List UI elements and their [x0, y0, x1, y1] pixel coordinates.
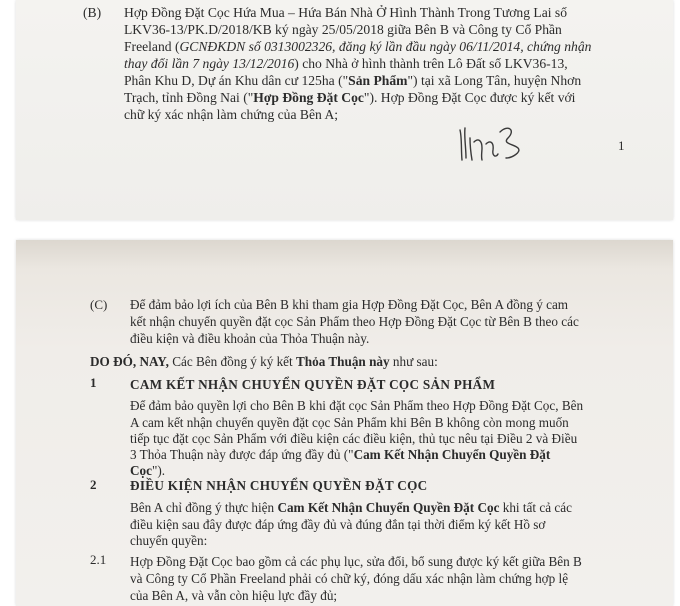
clause-b-line-6: [124, 89, 575, 106]
section-1-line-2: A cam kết nhận chuyển quyền đặt cọc Sản Phẩm khi Bên B không còn mong muốn: [130, 415, 569, 430]
clause-b-line-1: Hợp Đồng Đặt Cọc Hứa Mua – Hứa Bán Nhà Ở Hình Thành Trong Tương Lai số: [124, 5, 567, 20]
intro-bold-2: Thỏa Thuận này: [296, 354, 390, 369]
subsection-2-1-line-1: Hợp Đồng Đặt Cọc bao gồm cả các phụ lục, sửa đổi, bổ sung được ký kết giữa Bên B: [130, 554, 582, 569]
clause-b-line-3-text: Freeland (: [124, 39, 180, 54]
section-2-number: 2: [90, 477, 97, 492]
clause-b-line-5-bold: Sản Phẩm: [348, 73, 408, 88]
clause-b-line-5-end: ") tại xã Long Tân, huyện Nhơn: [407, 73, 582, 88]
clause-b-line-3: [124, 38, 591, 55]
intro-bold-1: DO ĐÓ, NAY,: [90, 354, 169, 369]
section-2-line-1: [130, 499, 572, 516]
clause-b-line-4-text: ) cho Nhà ở hình thành trên Lô Đất số LKV36-13,: [294, 56, 568, 71]
section-1-title: CAM KẾT NHẬN CHUYỂN QUYỀN ĐẶT CỌC SẢN PHẨM: [130, 377, 496, 392]
clause-b-line-6-text: Trạch, tỉnh Đồng Nai (": [124, 90, 254, 105]
section-2-line-1-end: khi tất cả các: [499, 500, 572, 515]
clause-b-line-6-bold: Hợp Đồng Đặt Cọc: [253, 90, 364, 105]
section-1-line-5-bold: Cọc: [130, 463, 152, 478]
page-number: 1: [618, 138, 625, 153]
clause-c-line-3: điều kiện và điều khoản của Thỏa Thuận này.: [130, 331, 370, 346]
section-2-line-2: điều kiện sau đây được đáp ứng đầy đủ và đúng đắn tại thời điểm ký kết Hồ sơ: [130, 517, 546, 532]
clause-c-number: (C): [90, 297, 108, 312]
section-1-line-4-bold: Cam Kết Nhận Chuyển Quyền Đặt: [353, 447, 551, 462]
section-1-line-3: tiếp tục đặt cọc Sản Phẩm với điều kiện các điều kiện, thủ tục nêu tại Điều 2 và Điều: [130, 431, 578, 446]
section-2-line-3: chuyển quyền:: [130, 533, 208, 548]
clause-b-line-3-italic: GCNĐKDN số 0313002326, đăng ký lần đầu ngày 06/11/2014, chứng nhận: [179, 39, 592, 54]
clause-b-line-4-italic: thay đổi lần 7 ngày 13/12/2016: [124, 56, 295, 71]
subsection-2-1-line-2: và Công ty Cổ Phần Freeland phải có chữ ký, đóng dấu xác nhận làm chứng hợp lệ: [130, 571, 569, 586]
subsection-2-1-number: 2.1: [90, 552, 107, 567]
clause-c-line-1: Để đảm bảo lợi ích của Bên B khi tham gia Hợp Đồng Đặt Cọc, Bên A đồng ý cam: [130, 297, 569, 312]
clause-c-line-2: kết nhận chuyển quyền đặt cọc Sản Phẩm theo Hợp Đồng Đặt Cọc từ Bên B theo các: [130, 314, 579, 329]
clause-b-line-6-end: "). Hợp Đồng Đặt Cọc được ký kết với: [363, 90, 576, 105]
intro-text: Các Bên đồng ý ký kết: [168, 354, 296, 369]
section-2-line-1-bold: Cam Kết Nhận Chuyển Quyền Đặt Cọc: [277, 500, 500, 515]
handwritten-signature: [452, 118, 532, 168]
section-2-title: ĐIỀU KIỆN NHẬN CHUYỂN QUYỀN ĐẶT CỌC: [130, 478, 428, 493]
section-1-line-1: Để đảm bảo quyền lợi cho Bên B khi đặt cọc Sản Phẩm theo Hợp Đồng Đặt Cọc, Bên: [130, 398, 584, 413]
clause-b-line-7: chữ ký xác nhận làm chứng của Bên A;: [124, 107, 339, 122]
intro-end: như sau:: [389, 354, 438, 369]
agreement-intro: [90, 353, 438, 370]
clause-b-line-5: [124, 72, 581, 89]
section-2-line-1-text: Bên A chỉ đồng ý thực hiện: [130, 500, 278, 515]
clause-b-line-5-text: Phân Khu D, Dự án Khu dân cư 125ha (": [124, 73, 349, 88]
clause-b-line-2: LKV36-13/PK.D/2018/KB ký ngày 25/05/2018 giữa Bên B và Công ty Cổ Phần: [124, 22, 562, 37]
section-1-line-4: [130, 446, 550, 463]
clause-b-line-4: [124, 55, 568, 72]
subsection-2-1-line-3: của Bên A, và vẫn còn hiệu lực đầy đủ;: [130, 588, 338, 603]
section-1-number: 1: [90, 375, 97, 390]
section-1-line-4-text: 3 Thỏa Thuận này được đáp ứng đầy đủ (": [130, 447, 354, 462]
clause-b-number: (B): [83, 5, 102, 20]
section-1-line-5-end: ").: [151, 463, 166, 478]
